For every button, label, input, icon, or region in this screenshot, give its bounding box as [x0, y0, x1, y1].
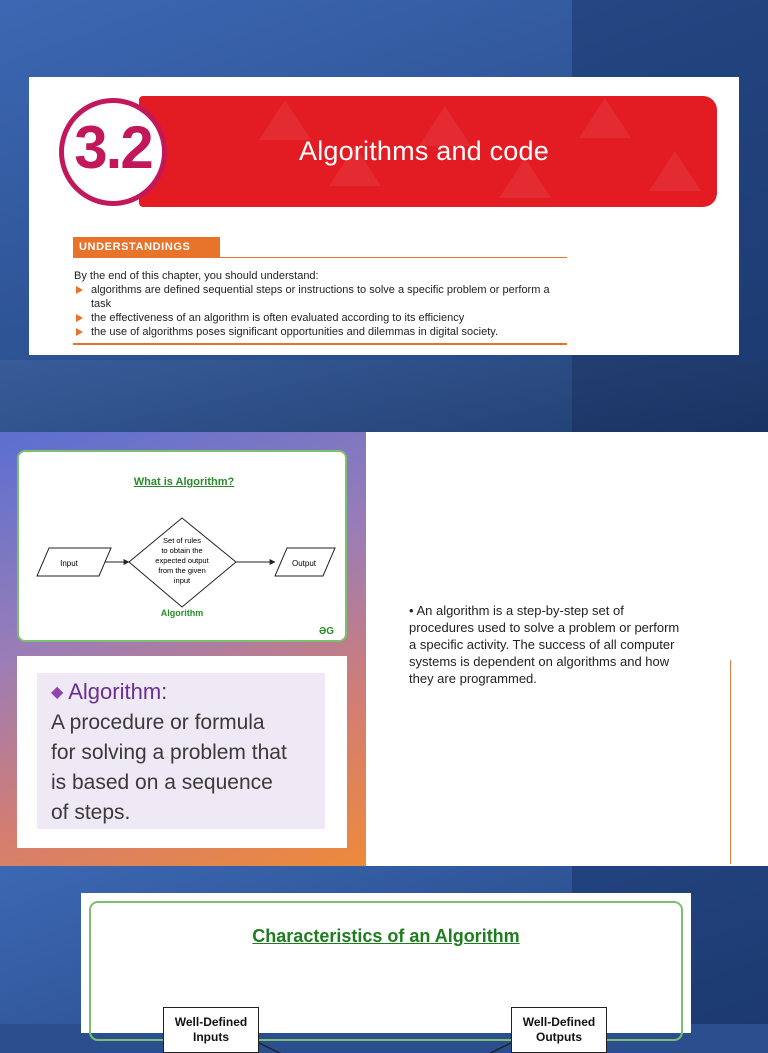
decision-text: Set of rules — [163, 536, 201, 545]
chapter-number-badge — [59, 98, 167, 206]
slide-what-is-algorithm — [0, 432, 768, 866]
decision-text: to obtain the — [161, 546, 203, 555]
box-label: Outputs — [536, 1030, 582, 1044]
definition-box — [37, 673, 325, 829]
flow-diagram — [19, 452, 349, 644]
ribbon-pattern — [649, 151, 701, 191]
vertical-rule — [730, 660, 731, 864]
algorithm-diagram — [17, 450, 347, 642]
decision-text: input — [173, 576, 191, 585]
characteristics-card — [81, 893, 691, 1044]
list-item: algorithms are defined sequential steps or instructions to solve a specific problem or perform a task — [74, 283, 569, 311]
list-item: the use of algorithms poses significant opportunities and dilemmas in digital society. — [74, 325, 569, 339]
definition-colon: : — [161, 679, 168, 704]
diagram-caption: Algorithm — [160, 608, 204, 618]
divider — [73, 343, 567, 345]
connector-lines — [81, 893, 691, 1033]
box-label: Inputs — [193, 1030, 229, 1044]
slide-algorithms-and-code — [0, 0, 768, 432]
definition-heading — [51, 677, 325, 708]
decision-text: from the given — [158, 566, 206, 575]
chapter-header-card — [29, 77, 739, 355]
definition-line: is based on a sequence — [51, 771, 273, 794]
input-label: Input — [60, 559, 78, 568]
definition-term: Algorithm — [68, 679, 162, 704]
background-stripe — [0, 360, 768, 432]
understandings-label: UNDERSTANDINGS — [73, 237, 220, 258]
understandings-list — [74, 283, 569, 339]
characteristics-title: Characteristics of an Algorithm — [252, 926, 520, 946]
definition-line: of steps. — [51, 801, 131, 824]
diamond-bullet-icon: ◆ — [51, 684, 64, 701]
slide-characteristics — [0, 866, 768, 1044]
connector-line — [259, 1043, 296, 1053]
gradient-panel — [0, 432, 366, 866]
definition-line: for solving a problem that — [51, 741, 287, 764]
definition-card — [17, 656, 347, 848]
chapter-number: 3.2 — [74, 114, 152, 181]
connector-line — [474, 1043, 511, 1053]
algorithm-description: • An algorithm is a step-by-step set of procedures used to solve a problem or perform a specific activity. The success of all computer systems is dependent on algorithms and how they are programmed. — [409, 603, 680, 686]
definition-line: A procedure or formula — [51, 711, 265, 734]
diagram-title: What is Algorithm? — [133, 476, 235, 488]
decision-text: expected output — [155, 556, 209, 565]
ribbon-pattern — [259, 100, 311, 140]
divider — [73, 257, 567, 258]
chapter-title: Algorithms and code — [299, 136, 549, 166]
understandings-intro: By the end of this chapter, you should understand: — [74, 270, 319, 282]
gfg-logo: ƏG — [319, 626, 335, 637]
list-item: the effectiveness of an algorithm is often evaluated according to its efficiency — [74, 311, 569, 325]
box-label: Well-Defined — [174, 1015, 248, 1029]
box-label: Well-Defined — [522, 1015, 596, 1029]
output-label: Output — [291, 559, 317, 568]
title-ribbon — [139, 96, 717, 207]
ribbon-pattern — [579, 98, 631, 138]
